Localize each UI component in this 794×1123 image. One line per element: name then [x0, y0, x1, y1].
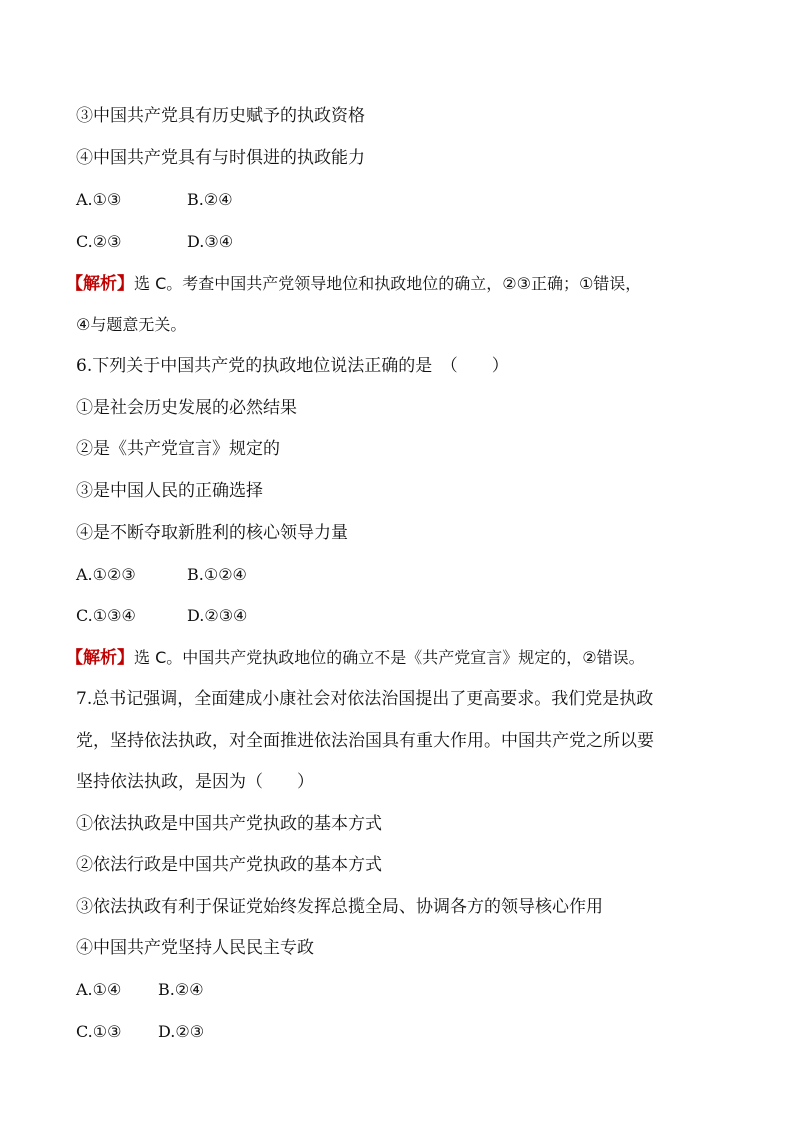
q5-option-d: D.③④	[187, 232, 234, 251]
q5-analysis-continuation: ④与题意无关。	[76, 315, 187, 334]
q7-stem-line-2: 党，坚持依法执政，对全面推进依法治国具有重大作用。中国共产党之所以要	[76, 731, 654, 751]
q7-item-3: ③依法执政有利于保证党始终发挥总揽全局、协调各方的领导核心作用	[76, 897, 603, 917]
q6-analysis	[66, 647, 645, 669]
q6-item-4: ④是不断夺取新胜利的核心领导力量	[76, 523, 348, 543]
q6-item-2: ②是《共产党宣言》规定的	[76, 439, 280, 459]
q5-option-b: B.②④	[187, 190, 233, 209]
q7-item-4: ④中国共产党坚持人民民主专政	[76, 938, 314, 958]
q5-item-4: ④中国共产党具有与时俱进的执政能力	[76, 148, 365, 168]
q6-stem: 6.下列关于中国共产党的执政地位说法正确的是 （ ）	[76, 356, 509, 376]
q5-item-3: ③中国共产党具有历史赋予的执政资格	[76, 106, 365, 126]
q7-item-2: ②依法行政是中国共产党执政的基本方式	[76, 855, 382, 875]
q6-analysis-text: 选 C。中国共产党执政地位的确立不是《共产党宣言》规定的，②错误。	[134, 648, 645, 667]
analysis-tag: 【解析】	[66, 648, 134, 668]
q5-option-c: C.②③	[76, 232, 122, 251]
q7-option-c: C.①③	[76, 1022, 122, 1041]
q5-option-a: A.①③	[76, 190, 122, 209]
q7-option-b: B.②④	[158, 980, 204, 999]
q7-option-d: D.②③	[158, 1022, 205, 1041]
q5-analysis	[66, 273, 641, 295]
q7-stem-line-1: 7.总书记强调，全面建成小康社会对依法治国提出了更高要求。我们党是执政	[76, 689, 654, 709]
q6-option-a: A.①②③	[76, 565, 136, 584]
q7-stem-line-3: 坚持依法执政，是因为（ ）	[76, 772, 314, 792]
q5-analysis-text: 选 C。考查中国共产党领导地位和执政地位的确立，②③正确；①错误，	[134, 274, 642, 293]
analysis-tag: 【解析】	[66, 274, 134, 294]
q7-option-a: A.①④	[76, 980, 122, 999]
q6-option-c: C.①③④	[76, 606, 136, 625]
q6-item-3: ③是中国人民的正确选择	[76, 481, 263, 501]
q6-option-d: D.②③④	[187, 606, 248, 625]
q6-item-1: ①是社会历史发展的必然结果	[76, 398, 297, 418]
q6-option-b: B.①②④	[187, 565, 247, 584]
q7-item-1: ①依法执政是中国共产党执政的基本方式	[76, 814, 382, 834]
